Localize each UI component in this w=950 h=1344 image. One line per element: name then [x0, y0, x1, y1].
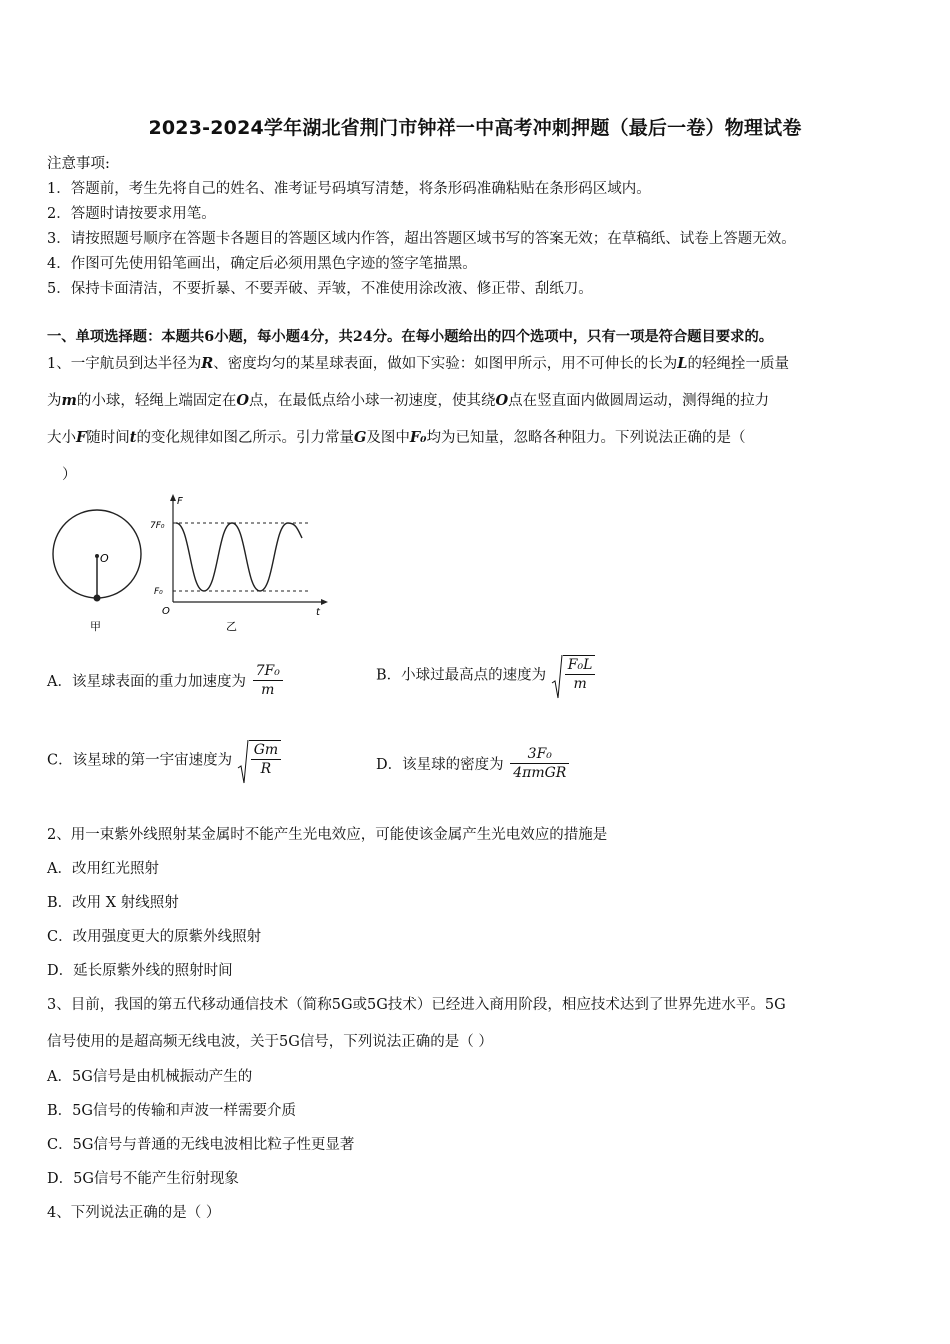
q1-line1	[47, 352, 789, 373]
q3-option-b: B．5G信号的传输和声波一样需要介质	[47, 1103, 296, 1119]
caption-left: 甲	[90, 620, 101, 633]
fraction-den: m	[573, 676, 587, 692]
var-m: m	[61, 392, 77, 409]
var-R: R	[201, 355, 214, 372]
var-O: O	[495, 392, 509, 409]
q2-option-c: C．改用强度更大的原紫外线照射	[47, 929, 262, 945]
var-F0: F₀	[409, 429, 427, 446]
fraction-den: 4πmGR	[513, 765, 567, 781]
q1-text: 的变化规律如图乙所示。引力常量	[136, 430, 354, 446]
q1-text: 的小球，轻绳上端固定在	[76, 393, 237, 409]
notice-heading: 注意事项:	[47, 156, 110, 172]
var-O: O	[236, 392, 249, 409]
axis-x-label: t	[316, 607, 320, 618]
fraction-num: Gm	[251, 741, 281, 760]
option-text: D．该星球的密度为	[376, 757, 504, 773]
q3-stem-line2: 信号使用的是超高频无线电波，关于5G信号，下列说法正确的是（ ）	[47, 1034, 493, 1050]
q2-option-b: B．改用 X 射线照射	[47, 895, 179, 911]
q1-text: 为	[47, 393, 62, 409]
caption-right: 乙	[226, 620, 237, 633]
q4-stem: 4、下列说法正确的是（ ）	[47, 1205, 221, 1221]
var-G: G	[354, 429, 367, 446]
q1-figure	[40, 490, 340, 640]
fraction	[510, 745, 569, 782]
q1-text: 随时间	[86, 430, 130, 446]
q3-stem-line1: 3、目前，我国的第五代移动通信技术（简称5G或5G技术）已经进入商用阶段，相应技术达到了世界先进水平。5G	[47, 997, 786, 1013]
section-heading: 一、单项选择题：本题共6小题，每小题4分，共24分。在每小题给出的四个选项中，只有一项是符合题目要求的。	[47, 329, 774, 345]
q1-text: 点在竖直面内做圆周运动，测得绳的拉力	[508, 393, 770, 409]
x-axis-arrow	[321, 599, 328, 605]
notice-item: 2．答题时请按要求用笔。	[47, 206, 216, 222]
q1-option-a	[47, 662, 283, 699]
page-title: 2023-2024学年湖北省荆门市钟祥一中高考冲刺押题（最后一卷）物理试卷	[148, 117, 802, 139]
q2-option-a: A．改用红光照射	[47, 861, 159, 877]
option-text: B．小球过最高点的速度为	[376, 667, 547, 684]
tick-low: F₀	[154, 587, 163, 597]
fraction-num: 3F₀	[510, 745, 569, 764]
fraction	[253, 662, 283, 699]
q1-text: 大小	[47, 430, 76, 446]
var-F: F	[76, 429, 87, 446]
q1-text: 点，在最低点给小球一初速度，使其绕	[248, 393, 496, 409]
radical-sign	[551, 655, 563, 699]
q1-line4: ）	[62, 467, 77, 483]
y-axis-arrow	[170, 494, 176, 501]
q2-option-d: D．延长原紫外线的照射时间	[47, 963, 233, 979]
axis-y-label: F	[177, 496, 183, 507]
q3-option-c: C．5G信号与普通的无线电波相比粒子性更显著	[47, 1137, 355, 1153]
pivot-point	[95, 554, 99, 558]
q3-option-a: A．5G信号是由机械振动产生的	[47, 1069, 253, 1085]
o-label: O	[100, 552, 109, 565]
q1-line2	[47, 389, 769, 410]
q1-text: 及图中	[366, 430, 410, 446]
q1-line3	[47, 426, 746, 447]
fraction-num: 7F₀	[253, 662, 283, 681]
option-text: A．该星球表面的重力加速度为	[47, 674, 246, 690]
fraction-num: F₀L	[565, 656, 596, 675]
notice-item: 3．请按照题号顺序在答题卡各题目的答题区域内作答，超出答题区域书写的答案无效；在草稿纸、试卷上答题无效。	[47, 231, 796, 247]
origin-label: O	[162, 606, 170, 617]
sqrt	[237, 740, 281, 778]
q1-option-c	[47, 740, 281, 778]
q1-text: 、密度均匀的某星球表面，做如下实验：如图甲所示，用不可伸长的长为	[213, 356, 678, 372]
q1-option-d	[376, 745, 569, 782]
force-curve	[176, 523, 302, 591]
notice-item: 4．作图可先使用铅笔画出，确定后必须用黑色字迹的签字笔描黑。	[47, 256, 477, 272]
fraction-den: m	[261, 682, 275, 698]
q1-text: 均为已知量，忽略各种阻力。下列说法正确的是（	[426, 430, 746, 446]
var-L: L	[677, 355, 688, 372]
q2-stem: 2、用一束紫外线照射某金属时不能产生光电效应，可能使该金属产生光电效应的措施是	[47, 827, 608, 843]
q3-option-d: D．5G信号不能产生衍射现象	[47, 1171, 239, 1187]
tick-high: 7F₀	[150, 521, 165, 531]
q1-text: 1、一宇航员到达半径为	[47, 356, 202, 372]
notice-item: 5．保持卡面清洁，不要折暴、不要弄破、弄皱，不准使用涂改液、修正带、刮纸刀。	[47, 281, 593, 297]
sqrt	[551, 655, 596, 693]
var-t: t	[129, 429, 137, 446]
q1-option-b	[376, 655, 595, 693]
fraction-den: R	[260, 761, 272, 777]
option-text: C．该星球的第一宇宙速度为	[47, 752, 233, 769]
q1-text: 的轻绳拴一质量	[687, 356, 789, 372]
radical-sign	[237, 740, 249, 784]
ball	[94, 595, 101, 602]
notice-item: 1．答题前，考生先将自己的姓名、准考证号码填写清楚，将条形码准确粘贴在条形码区域内。	[47, 181, 651, 197]
